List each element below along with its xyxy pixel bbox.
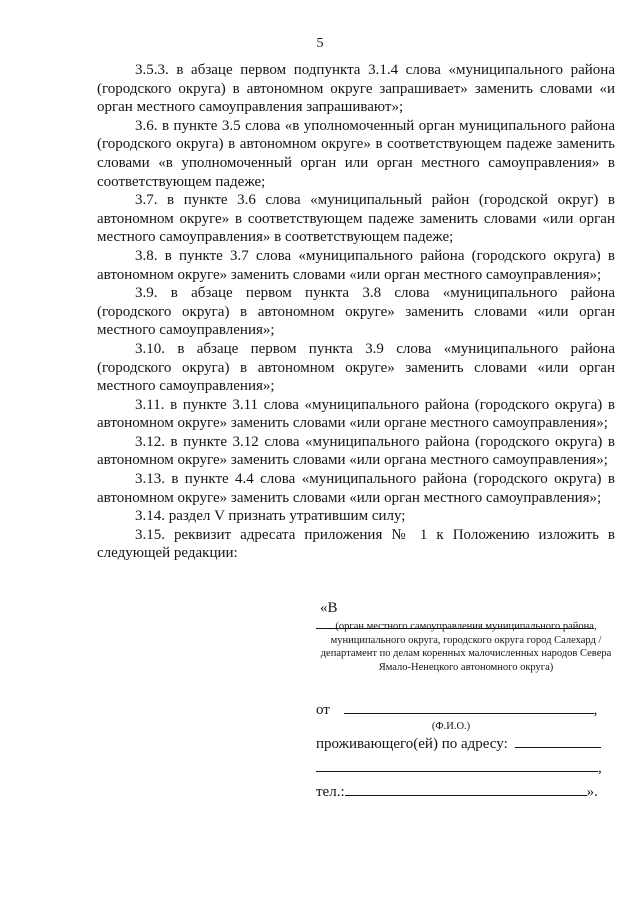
from-row bbox=[316, 702, 616, 720]
addressee-line[interactable] bbox=[316, 628, 594, 629]
addressee-caption: (орган местного самоуправления муниципального района, муниципального округа, городского округа город Салехард / департамент по делам коренных малочисленных народов Севера Ямало-Ненецкого автономного округа) bbox=[320, 621, 612, 673]
from-label: от bbox=[316, 702, 330, 718]
paragraph-3-10: 3.10. в абзаце первом пункта 3.9 слова «муниципального района (городского округа) в автономном округе» заменить словами «или орган местного самоуправления»; bbox=[97, 340, 615, 395]
paragraph-3-9: 3.9. в абзаце первом пункта 3.8 слова «муниципального района (городского округа) в автономном округе» заменить словами «или орган местного самоуправления»; bbox=[97, 285, 615, 339]
paragraph-3-15: 3.15. реквизит адресата приложения № 1 к Положению изложить в следующей редакции: bbox=[97, 526, 615, 562]
paragraph-3-13: 3.13. в пункте 4.4 слова «муниципального района (городского округа) в автономном округе» заменить словами «или орган местного самоуправления»; bbox=[97, 471, 615, 506]
paragraph-3-11: 3.11. в пункте 3.11 слова «муниципального района (городского округа) в автономном округе» заменить словами «или органе местного самоуправления»; bbox=[97, 396, 615, 432]
document-body bbox=[97, 61, 615, 563]
fio-caption: (Ф.И.О.) bbox=[431, 721, 471, 732]
address-label: проживающего(ей) по адресу: bbox=[316, 735, 508, 752]
paragraph-3-8: 3.8. в пункте 3.7 слова «муниципального района (городского округа) в автономном округе» заменить словами «или орган местного самоуправления»; bbox=[97, 247, 615, 283]
address-comma: , bbox=[598, 759, 602, 776]
from-comma: , bbox=[593, 702, 598, 718]
phone-line[interactable] bbox=[345, 795, 587, 796]
page-number: 5 bbox=[316, 36, 324, 51]
addressee-row bbox=[316, 600, 616, 618]
paragraph-3-12: 3.12. в пункте 3.12 слова «муниципального района (городского округа) в автономном округе» заменить словами «или органа местного самоуправления»; bbox=[97, 433, 615, 469]
paragraph-3-6: 3.6. в пункте 3.5 слова «в уполномоченный орган муниципального района (городского округа) в автономном округе» в соответствующем падеже заменить словами «в уполномоченный орган или орган местного самоуправления» в соответствующем падеже; bbox=[97, 117, 615, 190]
addressee-requisite bbox=[316, 600, 616, 802]
phone-row bbox=[316, 784, 616, 802]
closing-quote: ». bbox=[586, 783, 598, 800]
address-row-2 bbox=[316, 760, 616, 778]
from-line[interactable] bbox=[344, 713, 594, 714]
paragraph-3-14: 3.14. раздел V признать утратившим силу; bbox=[135, 508, 406, 525]
addressee-prefix: «В bbox=[320, 600, 338, 616]
address-line-2[interactable] bbox=[316, 771, 598, 772]
address-line[interactable] bbox=[515, 747, 601, 748]
address-row bbox=[316, 736, 616, 756]
paragraph-3-7: 3.7. в пункте 3.6 слова «муниципальный район (городской округ) в автономном округе» в соответствующем падеже заменить словами «или орган местного самоуправления» в соответствующем падеже; bbox=[97, 192, 615, 246]
paragraph-3-5-3: 3.5.3. в абзаце первом подпункта 3.1.4 слова «муниципального района (городского округа) в автономном округе запрашивает» заменить словами «и орган местного самоуправления запрашивают»; bbox=[97, 62, 615, 116]
phone-label: тел.: bbox=[316, 783, 345, 800]
